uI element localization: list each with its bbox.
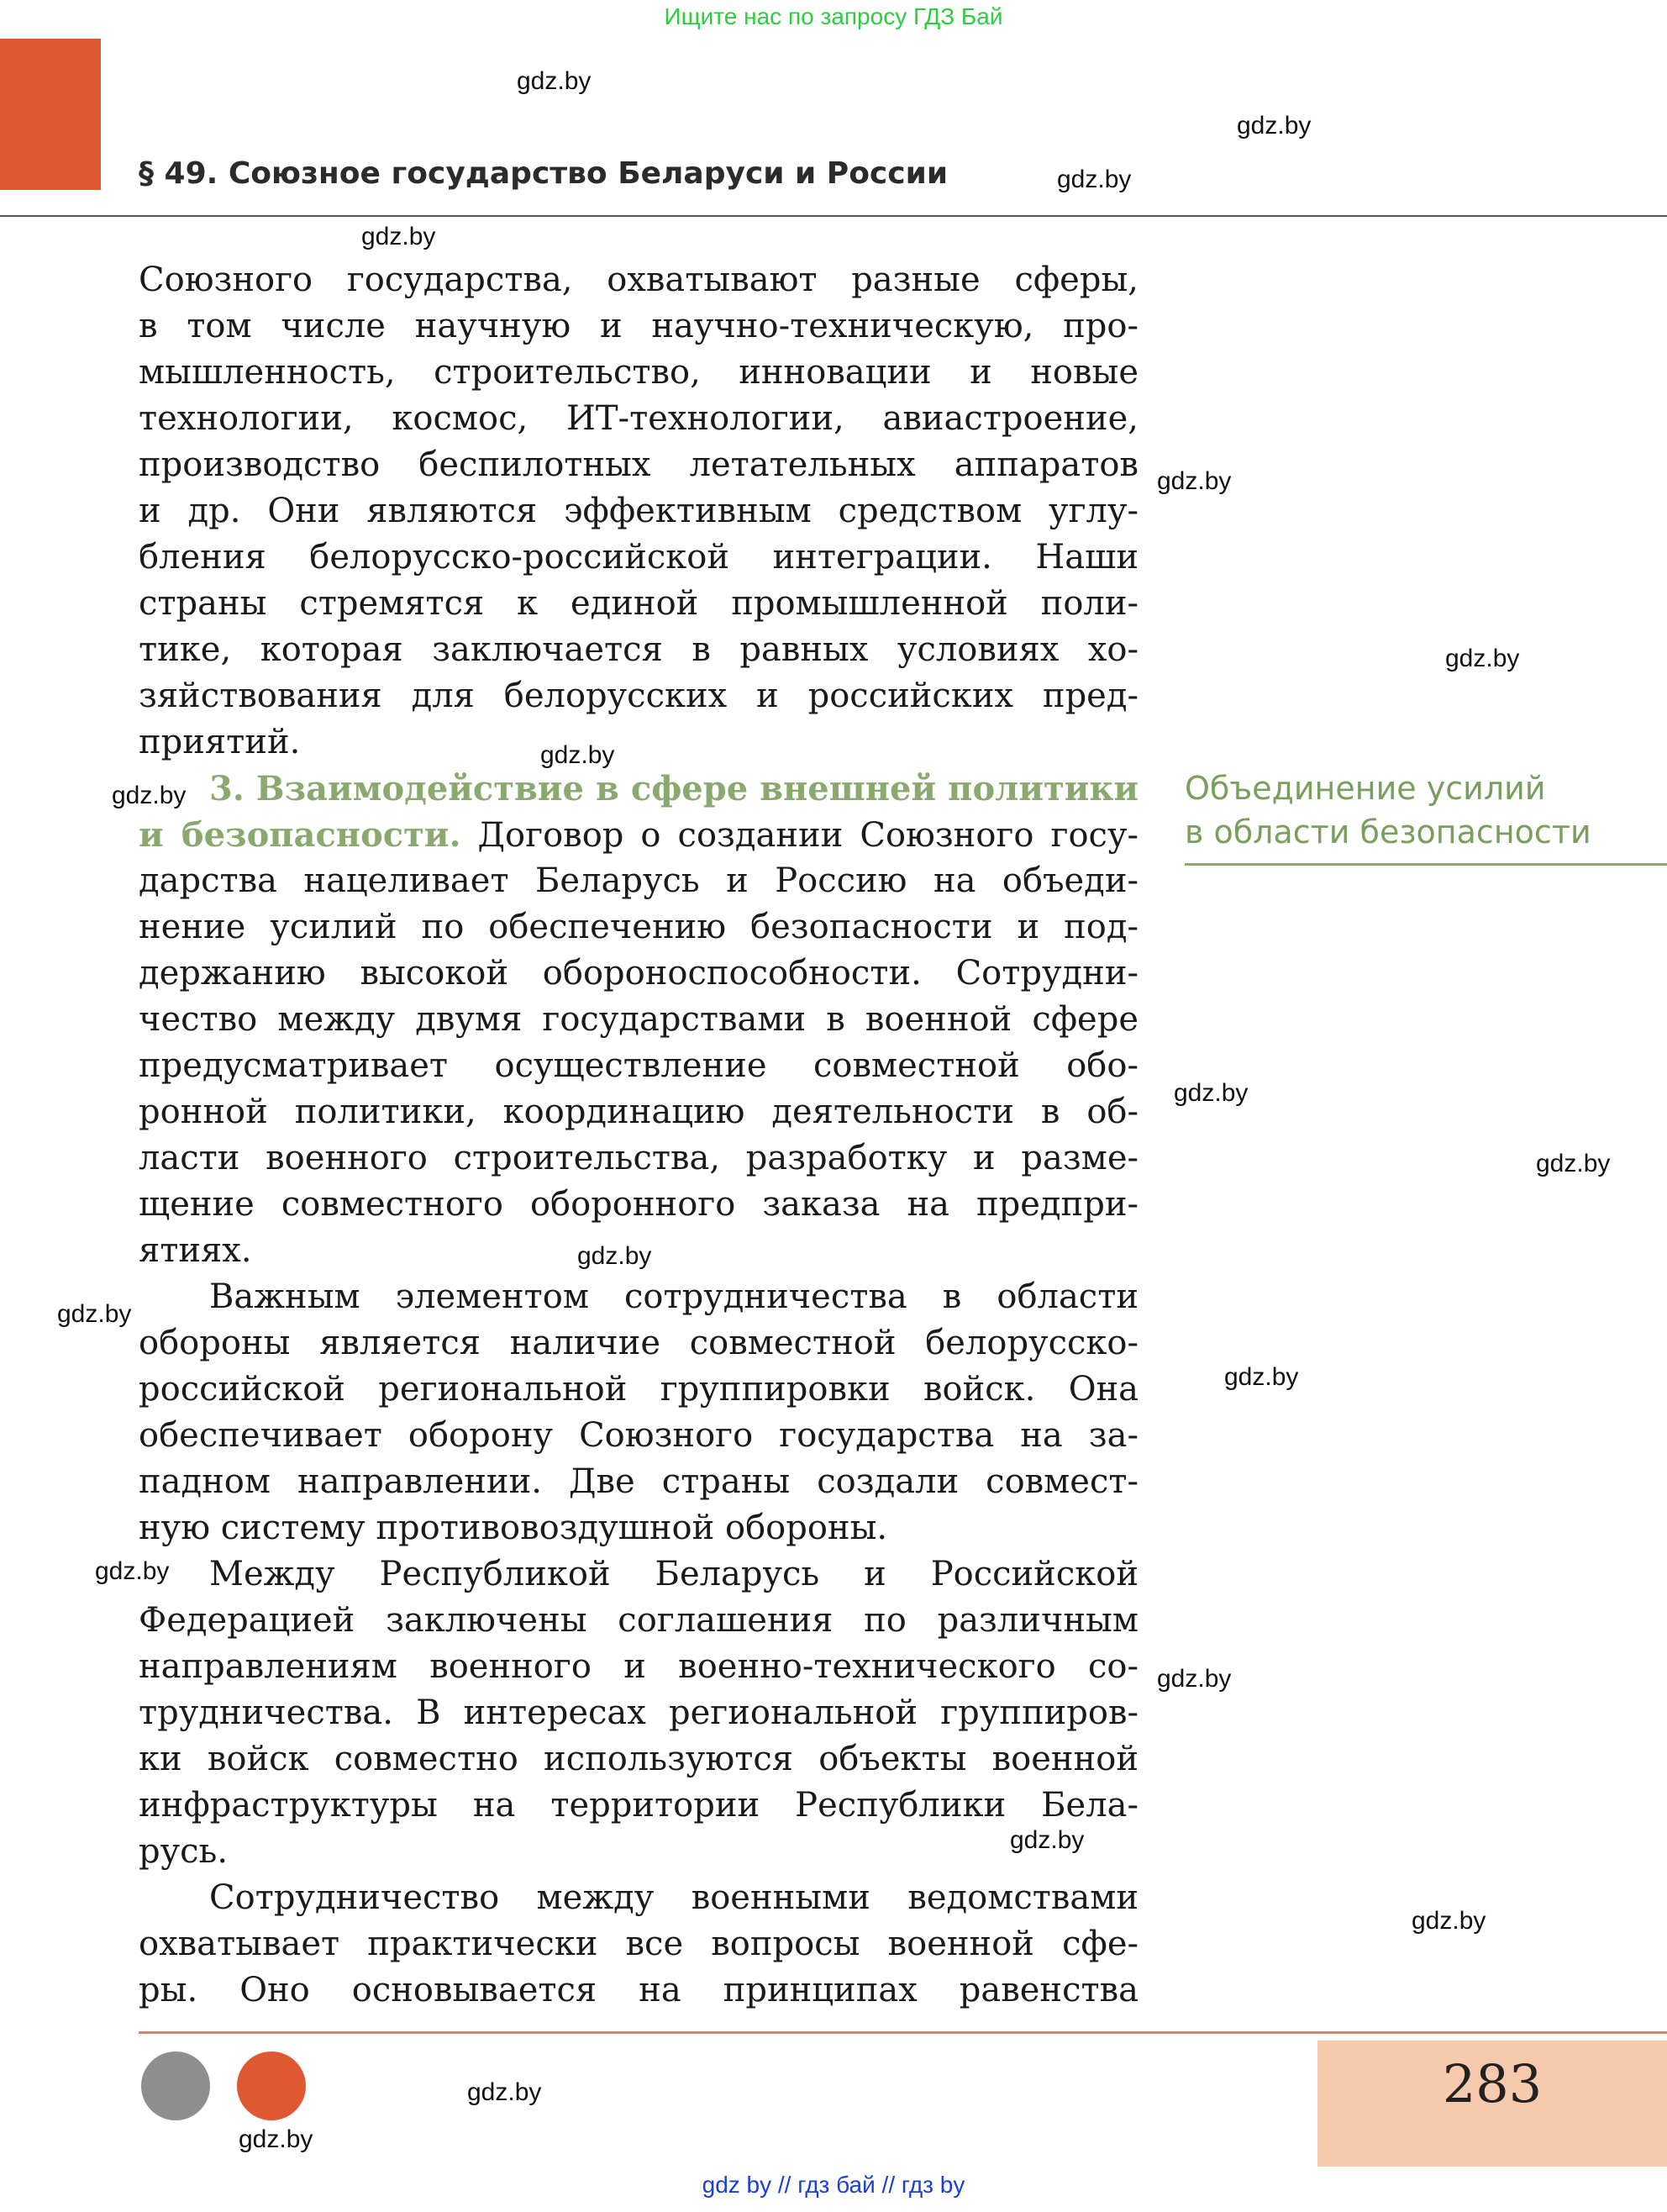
text-line: производство беспилотных летательных аппаратов — [139, 445, 1139, 484]
paragraph-defense-group — [139, 1274, 1139, 1551]
watermark: gdz.by — [1445, 645, 1520, 672]
text-line: щение совместного оборонного заказа на предпри- — [139, 1185, 1139, 1224]
margin-heading-underline — [1185, 863, 1667, 866]
text-line: приятий. — [139, 723, 301, 761]
text-line: дарства нацеливает Беларусь и Россию на объеди- — [139, 861, 1139, 900]
text-line: охватывает практически все вопросы военной сфе- — [139, 1925, 1139, 1963]
text-line: направлениям военного и военно-технического со- — [139, 1647, 1139, 1686]
text-fragment: Договор о создании Союзного госу- — [460, 816, 1139, 855]
page-number: 283 — [1442, 2053, 1543, 2115]
text-line: предусматривает осуществление совместной обо- — [139, 1046, 1139, 1085]
text-line: чество между двумя государствами в военной сфере — [139, 1000, 1139, 1039]
text-line: нение усилий по обеспечению безопасности и под- — [139, 908, 1139, 946]
footer-divider — [139, 2031, 1667, 2034]
watermark: gdz.by — [517, 67, 592, 95]
text-line: зяйствования для белорусских и российских пред- — [139, 677, 1139, 715]
text-line: мышленность, строительство, инновации и новые — [139, 353, 1139, 392]
text-line: ную систему противовоздушной обороны. — [139, 1509, 888, 1547]
watermark: gdz.by — [1010, 1826, 1085, 1854]
watermark: gdz.by — [361, 223, 436, 250]
text-line: держанию высокой обороноспособности. Сотрудни- — [139, 954, 1139, 993]
text-line: ры. Оно основывается на принципах равенства — [139, 1971, 1139, 2009]
margin-heading — [1185, 766, 1655, 854]
text-line: обеспечивает оборону Союзного государства на за- — [139, 1416, 1139, 1455]
text-line: и др. Они являются эффективным средством углу- — [139, 492, 1139, 530]
text-line: в том числе научную и научно-техническую, про- — [139, 307, 1139, 345]
text-line: Союзного государства, охватывают разные сферы, — [139, 261, 1139, 299]
text-line: тике, которая заключается в равных условиях хо- — [139, 630, 1139, 669]
margin-heading-line: в области безопасности — [1185, 814, 1591, 851]
watermark: gdz.by — [95, 1557, 170, 1585]
watermark: gdz.by — [577, 1242, 652, 1270]
text-line: ронной политики, координацию деятельности в об- — [139, 1093, 1139, 1131]
watermark: gdz.by — [1412, 1907, 1486, 1935]
text-line — [139, 812, 1139, 858]
watermark: gdz.by — [57, 1300, 132, 1328]
text-line: инфраструктуры на территории Республики Бела- — [139, 1786, 1139, 1825]
paragraph-industry — [139, 257, 1139, 766]
margin-heading-line: Объединение усилий — [1185, 770, 1546, 807]
text-line: технологии, космос, ИТ-технологии, авиастроение, — [139, 399, 1139, 438]
text-line — [139, 766, 1139, 812]
search-hint-banner: Ищите нас по запросу ГДЗ Бай — [664, 3, 1003, 29]
text-line: трудничества. В интересах региональной группиров- — [139, 1693, 1139, 1732]
bottom-search-links[interactable]: gdz by // гдз бай // гдз by — [702, 2172, 965, 2198]
watermark: gdz.by — [1224, 1363, 1299, 1391]
header-divider — [0, 215, 1667, 217]
text-line: ятиях. — [139, 1231, 252, 1270]
gray-circle-marker — [141, 2051, 210, 2120]
text-line: обороны является наличие совместной белорусско- — [139, 1324, 1139, 1362]
paragraph-ministries — [139, 1875, 1139, 2014]
section-3-heading: 3. Взаимодействие в сфере внешней политики — [209, 769, 1139, 808]
orange-circle-marker — [237, 2051, 306, 2120]
text-line: Между Республикой Беларусь и Российской — [209, 1555, 1139, 1593]
watermark: gdz.by — [1237, 112, 1312, 140]
text-line: ки войск совместно используются объекты военной — [139, 1740, 1139, 1778]
text-line: Федерацией заключены соглашения по различным — [139, 1601, 1139, 1640]
text-line: падном направлении. Две страны создали совмест- — [139, 1462, 1139, 1501]
section-3-heading-cont: и безопасности. — [139, 815, 461, 855]
text-line: русь. — [139, 1832, 229, 1871]
watermark: gdz.by — [1057, 166, 1132, 193]
text-line: российской региональной группировки войск. Она — [139, 1370, 1139, 1409]
watermark: gdz.by — [1536, 1150, 1611, 1177]
text-line: Сотрудничество между военными ведомствами — [209, 1878, 1139, 1917]
chapter-color-tab — [0, 39, 101, 190]
text-line: ласти военного строительства, разработку и разме- — [139, 1139, 1139, 1177]
text-line: бления белорусско-российской интеграции. Наши — [139, 538, 1139, 577]
section-title: § 49. Союзное государство Беларуси и России — [139, 156, 949, 191]
watermark: gdz.by — [1157, 467, 1232, 495]
watermark: gdz.by — [239, 2125, 313, 2153]
watermark: gdz.by — [112, 782, 187, 809]
paragraph-agreements — [139, 1551, 1139, 1875]
text-line: Важным элементом сотрудничества в области — [209, 1277, 1139, 1316]
section-3 — [139, 766, 1139, 1274]
watermark: gdz.by — [1157, 1665, 1232, 1693]
text-line: страны стремятся к единой промышленной поли- — [139, 584, 1139, 623]
watermark: gdz.by — [540, 741, 615, 769]
watermark: gdz.by — [467, 2078, 542, 2106]
watermark: gdz.by — [1174, 1079, 1249, 1107]
